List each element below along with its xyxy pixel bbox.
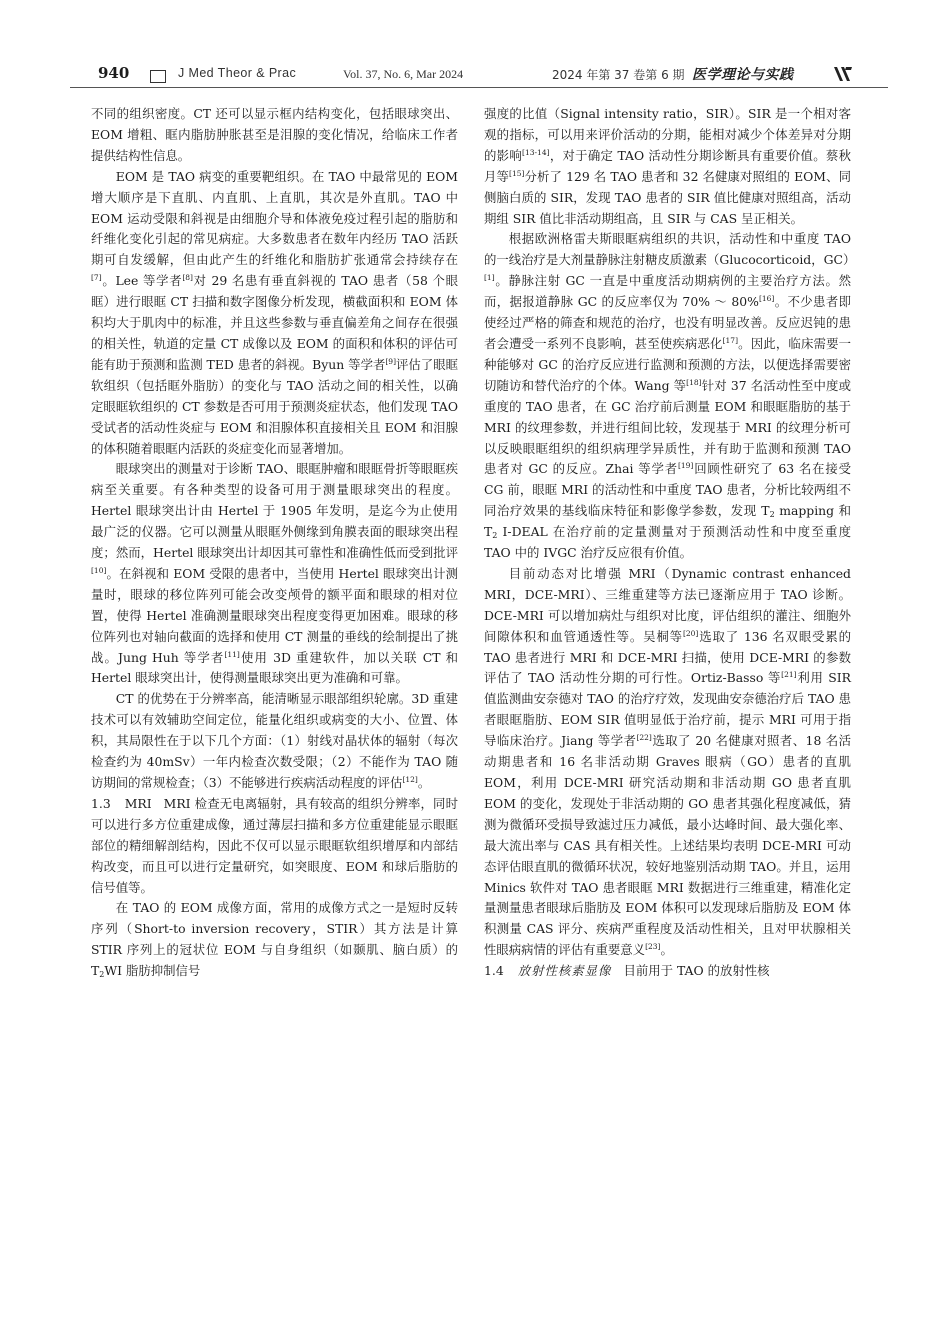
header-rule [70, 87, 888, 88]
citation: [7] [91, 273, 102, 283]
citation: [18] [686, 377, 702, 387]
paragraph: 眼球突出的测量对于诊断 TAO、眼眶肿瘤和眼眶骨折等眼眶疾病至关重要。有各种类型的设备可用于测量眼球突出的程度。Hertel 眼球突出计由 Hertel 于 1905 年发明，是迄今为止使用最广泛的仪器。它可以测量从眼眶外侧缘到角膜表面的眼球突出程度；然而，Hertel 眼球突出计却因其可靠性和准确性低而受到批评[10]。在斜视和 EOM 受限的患者中，当使用 Hertel 眼球突出计测量时，眼球的移位阵列可能会改变颅骨的额平面和眼球的相对位置，使得 Hertel 准确测量眼球突出程度变得更加困难。眼球的移位阵列也对轴向截面的选择和使用 CT 测量的垂线的绘制提出了挑战。Jung Huh 等学者[11]使用 3D 重建软件，加以关联 CT 和 Hertel 眼球突出计，使得测量眼球突出更为准确和可靠。 [91, 461, 458, 686]
citation: [17] [722, 335, 738, 345]
citation: [11] [224, 649, 240, 659]
paragraph: 目前动态对比增强 MRI（Dynamic contrast enhanced MRI，DCE-MRI）、三维重建等方法已逐渐应用于 TAO 诊断。DCE-MRI 可以增加病灶与组织对比度，评估组织的灌注、细胞外间隙体积和血管通透性等。吴桐等[20]选取了 136 名双眼受累的 TAO 患者进行 MRI 和 DCE-MRI 扫描，使用 DCE-MRI 的参数评估了 TAO 活动性分期的可行性。Ortiz-Basso 等[21]利用 SIR 值监测曲安奈德对 TAO 的治疗疗效，发现曲安奈德治疗后 TAO 患者眼眶脂肪、EOM SIR 值明显低于治疗前，提示 MRI 可用于指导临床治疗。Jiang 等学者[22]选取了 20 名健康对照者、18 名活动期患者和 16 名非活动期 Graves 眼病（GO）患者的直肌 EOM，利用 DCE-MRI 研究活动期和非活动期 GO 患者直肌 EOM 的变化，发现处于非活动期的 GO 患者其强化程度减低，猜测为微循环受损导致滤过压力减低，最小达峰时间、最大强化率、最大流出率与 CAS 具有相关性。上述结果均表明 DCE-MRI 可动态评估眼直肌的微循环状况，较好地鉴别活动期 TAO。并且，运用 Minics 软件对 TAO 患者眼眶 MRI 数据进行三维重建，精准化定量测量患者眼球后脂肪及 EOM 体积可以发现球后脂肪及 EOM 体积测量 CAS 评分、疾病严重程度及活动性相关，且对甲状腺相关性眼病病情的评估有重要意义[23]。 [484, 565, 852, 958]
left-column [91, 104, 458, 982]
paragraph: 不同的组织密度。CT 还可以显示框内结构变化，包括眼球突出、EOM 增粗、眶内脂肪肿胀甚至是泪腺的变化情况，给临床工作者提供结构性信息。 [91, 106, 458, 163]
citation: [19] [677, 461, 694, 471]
citation: [9] [385, 356, 396, 366]
volume-info-en: Vol. 37, No. 6, Mar 2024 [343, 67, 464, 81]
citation: [20] [682, 628, 699, 638]
volume-info-cn: 2024 年第 37 卷第 6 期 [552, 68, 685, 82]
journal-mark-icon [832, 65, 854, 83]
citation: [10] [91, 565, 107, 575]
journal-name-en: J Med Theor & Prac [178, 66, 297, 80]
citation: [1] [484, 273, 495, 283]
section-number: 1.4 [484, 963, 504, 979]
citation: [15] [509, 168, 525, 178]
citation: [16] [758, 294, 775, 304]
citation: [22] [636, 733, 652, 743]
paragraph: 在 TAO 的 EOM 成像方面，常用的成像方式之一是短时反转序列（Short-to inversion recovery，STIR）其方法是计算 STIR 序列上的冠状位 EOM 与自身组织（如颞肌、脑白质）的 $T_2WI$ 脂肪抑制信号 [91, 900, 458, 980]
section-1-3: 1.3 MRI MRI 检查无电离辐射，具有较高的组织分辨率，同时可以进行多方位重建成像，通过薄层扫描和多方位重建能显示眼眶部位的精细解剖结构，因此不仅可以显示眼眶软组织增厚和内部结构改变，而且可以进行定量研究，如突眼度、EOM 和球后脂肪的信号值等。 [91, 795, 458, 895]
citation: [21] [781, 670, 797, 680]
citation: [13-14] [522, 147, 550, 157]
running-header [70, 63, 888, 89]
citation: [12] [402, 775, 418, 784]
right-column [484, 104, 856, 982]
paragraph: 强度的比值（Signal intensity ratio，SIR）。SIR 是一个相对客观的指标，可以用来评价活动的分期，能相对减少个体差异对分期的影响[13-14]，对于确定 TAO 活动性分期诊断具有重要价值。蔡秋月等[15]分析了 129 名 TAO 患者和 32 名健康对照组的 EOM、同侧脑白质的 SIR，发现 TAO 患者的 SIR 值比健康对照组高，活动期组 SIR 值比非活动期组高，且 SIR 与 CAS 呈正相关。 [484, 106, 851, 226]
citation: [23] [645, 942, 661, 952]
paragraph: 根据欧洲格雷夫斯眼眶病组织的共识，活动性和中重度 TAO 的一线治疗是大剂量静脉注射糖皮质激素（Glucocorticoid，GC）[1]。静脉注射 GC 一直是中重度活动期病例的主要治疗方法。然而，据报道静脉 GC 的反应率仅为 70% ～ 80%[16]。不少患者即使经过严格的筛查和规范的治疗，也没有明显改善。反应迟钝的患者会遭受一系列不良影响，甚至使疾病恶化[17]。因此，临床需要一种能够对 GC 的治疗反应进行监测和预测的方法，以便选择需要密切随访和替代治疗的个体。Wang 等[18]针对 37 名活动性至中度或重度的 TAO 患者，在 GC 治疗前后测量 EOM 和眼眶脂肪的基于 MRI 的纹理参数，并进行组间比较，发现基于 MRI 的纹理分析可以反映眼眶组织的组织病理学异质性，并有助于监测和预测 TAO 患者对 GC 的反应。Zhai 等学者[19]回顾性研究了 63 名在接受 CG 前，眼眶 MRI 的活动性和中重度 TAO 患者，分析比较两组不同治疗效果的基线临床特征和影像学参数，发现 $T_2$ mapping 和 $T_2$ I-DEAL 在治疗前的定量测量对于预测活动性和中度至重度 TAO 中的 IVGC 治疗反应很有价值。 [484, 231, 856, 561]
section-title: MRI [124, 795, 152, 811]
paragraph: CT 的优势在于分辨率高，能清晰显示眼部组织轮廓。3D 重建技术可以有效辅助空间定位，能量化组织或病变的大小、位置、体积，其局限性在于以下几个方面：（1）射线对晶状体的辐射（每次检查约为 40mSv）一年内检查次数受限；（2）不能作为 TAO 随访期间的常规检查；（3）不能够进行疾病活动程度的评估[12]。 [91, 691, 458, 790]
paragraph: EOM 是 TAO 病变的重要靶组织。在 TAO 中最常见的 EOM 增大顺序是下直肌、内直肌、上直肌，其次是外直肌。TAO 中 EOM 运动受限和斜视是由细胞介导和体液免疫过程引起的脂肪和纤维化变化引起的常见病症。大多数患者在数年内经历 TAO 活跃期可自发缓解，但由此产生的纤维化和脂肪扩张通常会持续存在[7]。Lee 等学者[8]对 29 名患有垂直斜视的 TAO 患者（58 个眼眶）进行眼眶 CT 扫描和数字图像分析发现，横截面积和 EOM 体积均大于肌肉中的标准，并且这些参数与垂直偏差角之间存在很强的相关性，轨道的定量 CT 成像以及 EOM 的面积和体积的评估可能有助于预测和监测 TED 患者的斜视。Byun 等学者[9]评估了眼眶软组织（包括眶外脂肪）的变化与 TAO 活动之间的相关性，以确定眼眶软组织的 CT 参数是否可用于预测炎症状态，他们发现 TAO 受试者的活动性炎症与 EOM 和泪腺体积直接相关且 EOM 和泪腺的体积随着眼眶内活跃的炎症变化而显著增加。 [91, 168, 459, 456]
page-number: 940 [98, 64, 130, 82]
section-title: 放射性核素显像 [517, 963, 612, 979]
section-number: 1.3 [91, 795, 111, 811]
citation: [8] [182, 273, 193, 283]
section-1-4: 1.4 放射性核素显像 目前用于 TAO 的放射性核 [484, 963, 770, 979]
journal-logo-icon [150, 70, 166, 83]
journal-name-cn: 医学理论与实践 [692, 67, 794, 83]
